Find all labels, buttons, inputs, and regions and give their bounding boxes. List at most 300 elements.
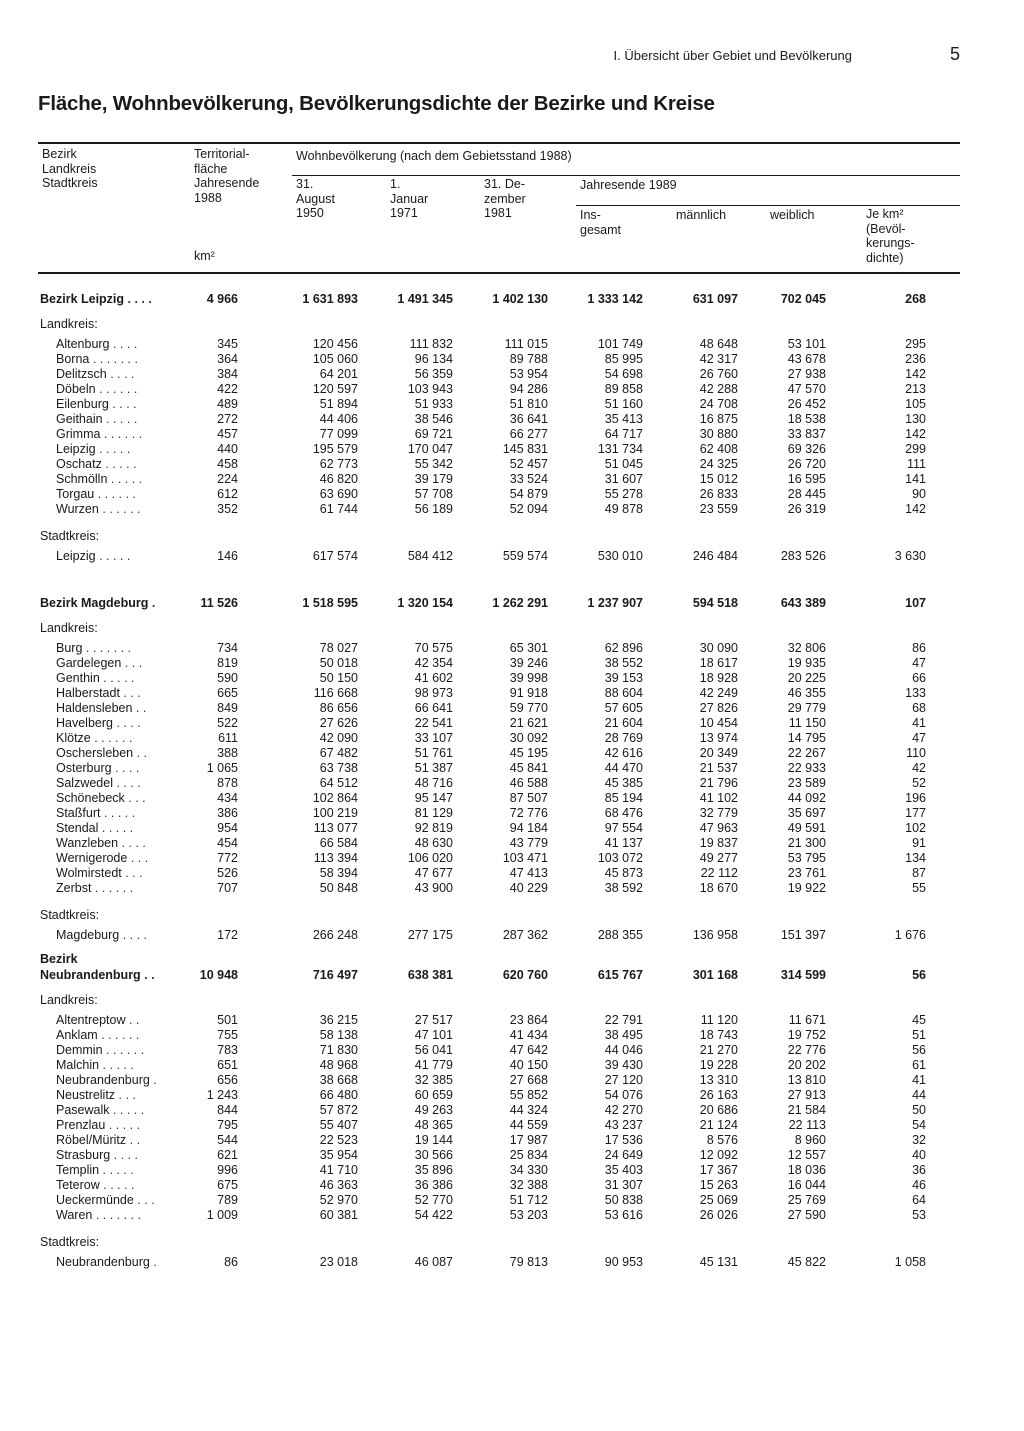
kreis-col-6: 19 837	[699, 836, 738, 850]
kreis-col-3: 60 659	[414, 1088, 453, 1102]
kreis-col-8: 40	[912, 1148, 926, 1162]
kreis-col-3: 49 263	[414, 1103, 453, 1117]
table-row	[0, 412, 1024, 428]
kreis-col-8: 68	[912, 701, 926, 715]
kreis-col-1: 458	[217, 457, 238, 471]
kreis-col-3: 70 575	[414, 641, 453, 655]
stadtkreis-col-5: 90 953	[604, 1255, 643, 1269]
leader-dots: . . . . .	[95, 442, 131, 456]
kreis-col-3: 56 041	[414, 1043, 453, 1057]
table-row	[0, 928, 1024, 944]
kreis-col-6: 12 092	[699, 1148, 738, 1162]
kreis-col-3: 35 896	[414, 1163, 453, 1177]
kreis-col-5: 55 278	[604, 487, 643, 501]
kreis-name: Zerbst . . . . . .	[56, 881, 134, 895]
stadtkreis-col-5: 288 355	[597, 928, 643, 942]
kreis-col-2: 120 456	[312, 337, 358, 351]
kreis-name: Delitzsch . . . .	[56, 367, 135, 381]
kreis-name: Eilenburg . . . .	[56, 397, 137, 411]
kreis-col-1: 996	[217, 1163, 238, 1177]
kreis-col-1: 454	[217, 836, 238, 850]
kreis-col-4: 66 277	[509, 427, 548, 441]
kreis-col-5: 45 873	[604, 866, 643, 880]
kreis-col-1: 621	[217, 1148, 238, 1162]
leader-dots: . . .	[121, 656, 143, 670]
leader-dots: . . . . . .	[98, 502, 141, 516]
kreis-col-6: 21 537	[699, 761, 738, 775]
kreis-col-1: 954	[217, 821, 238, 835]
kreis-col-4: 40 229	[509, 881, 548, 895]
kreis-name: Genthin . . . . .	[56, 671, 135, 685]
table-row	[0, 656, 1024, 672]
kreis-col-3: 54 422	[414, 1208, 453, 1222]
kreis-col-7: 20 202	[787, 1058, 826, 1072]
kreis-col-4: 51 810	[509, 397, 548, 411]
kreis-col-1: 1 009	[206, 1208, 238, 1222]
kreis-col-1: 795	[217, 1118, 238, 1132]
leader-dots: . . . .	[109, 337, 138, 351]
kreis-col-3: 170 047	[407, 442, 453, 456]
kreis-col-8: 66	[912, 671, 926, 685]
table-row	[0, 761, 1024, 777]
kreis-col-5: 38 592	[604, 881, 643, 895]
leader-dots: . . . . . .	[102, 1043, 145, 1057]
kreis-col-2: 27 626	[319, 716, 358, 730]
kreis-col-4: 40 150	[509, 1058, 548, 1072]
kreis-col-4: 39 246	[509, 656, 548, 670]
group-2-stadtkreis-label: Stadtkreis:	[40, 908, 100, 922]
kreis-col-5: 50 838	[604, 1193, 643, 1207]
column-header-weiblich: weiblich	[770, 208, 815, 222]
leader-dots: . . . .	[112, 776, 141, 790]
kreis-col-4: 30 092	[509, 731, 548, 745]
kreis-col-4: 87 507	[509, 791, 548, 805]
kreis-col-8: 177	[905, 806, 926, 820]
bezirk-name: Neubrandenburg . .	[40, 968, 155, 982]
kreis-col-3: 92 819	[414, 821, 453, 835]
kreis-col-3: 48 716	[414, 776, 453, 790]
kreis-col-6: 26 026	[699, 1208, 738, 1222]
kreis-col-8: 64	[912, 1193, 926, 1207]
kreis-col-4: 51 712	[509, 1193, 548, 1207]
table-row	[0, 487, 1024, 503]
kreis-col-4: 52 457	[509, 457, 548, 471]
table-row	[0, 472, 1024, 488]
kreis-col-4: 94 184	[509, 821, 548, 835]
kreis-col-7: 26 720	[787, 457, 826, 471]
kreis-col-7: 53 101	[787, 337, 826, 351]
kreis-col-2: 42 090	[319, 731, 358, 745]
kreis-col-3: 27 517	[414, 1013, 453, 1027]
table-row	[0, 1255, 1024, 1271]
group-3-total-col-4: 620 760	[502, 968, 548, 982]
kreis-col-7: 26 452	[787, 397, 826, 411]
kreis-col-2: 46 363	[319, 1178, 358, 1192]
stadtkreis-col-8: 1 676	[894, 928, 926, 942]
group-2-total-col-3: 1 320 154	[397, 596, 453, 610]
kreis-col-2: 52 970	[319, 1193, 358, 1207]
kreis-col-4: 39 998	[509, 671, 548, 685]
stadtkreis-col-6: 45 131	[699, 1255, 738, 1269]
kreis-col-8: 47	[912, 731, 926, 745]
kreis-col-4: 47 413	[509, 866, 548, 880]
kreis-name: Borna . . . . . . .	[56, 352, 138, 366]
kreis-col-7: 26 319	[787, 502, 826, 516]
kreis-col-2: 36 215	[319, 1013, 358, 1027]
kreis-col-5: 88 604	[604, 686, 643, 700]
table-row	[0, 1133, 1024, 1149]
kreis-col-7: 33 837	[787, 427, 826, 441]
table-row	[0, 806, 1024, 822]
kreis-col-4: 21 621	[509, 716, 548, 730]
table-row	[0, 641, 1024, 657]
column-header-maennlich: männlich	[676, 208, 727, 222]
kreis-col-6: 30 090	[699, 641, 738, 655]
kreis-name: Havelberg . . . .	[56, 716, 141, 730]
kreis-col-4: 65 301	[509, 641, 548, 655]
kreis-col-1: 422	[217, 382, 238, 396]
group-3-total-col-3: 638 381	[407, 968, 453, 982]
kreis-name: Prenzlau . . . . .	[56, 1118, 141, 1132]
kreis-col-8: 134	[905, 851, 926, 865]
kreis-col-5: 38 552	[604, 656, 643, 670]
kreis-col-2: 58 138	[319, 1028, 358, 1042]
kreis-col-7: 22 267	[787, 746, 826, 760]
kreis-col-6: 25 069	[699, 1193, 738, 1207]
kreis-col-7: 46 355	[787, 686, 826, 700]
kreis-col-2: 113 077	[313, 821, 358, 835]
kreis-col-6: 16 875	[699, 412, 738, 426]
kreis-col-6: 21 124	[699, 1118, 738, 1132]
kreis-col-2: 50 018	[319, 656, 358, 670]
group-1-total-row	[0, 292, 1024, 308]
table-row	[0, 1028, 1024, 1044]
kreis-col-3: 66 641	[414, 701, 453, 715]
leader-dots: .	[149, 1255, 157, 1269]
kreis-col-5: 51 045	[604, 457, 643, 471]
leader-dots: . . .	[124, 791, 146, 805]
kreis-col-5: 97 554	[604, 821, 643, 835]
kreis-col-1: 224	[217, 472, 238, 486]
kreis-col-1: 665	[217, 686, 238, 700]
kreis-col-4: 53 954	[509, 367, 548, 381]
kreis-col-3: 32 385	[414, 1073, 453, 1087]
kreis-col-8: 56	[912, 1043, 926, 1057]
stadtkreis-col-4: 79 813	[509, 1255, 548, 1269]
kreis-col-6: 23 559	[699, 502, 738, 516]
kreis-col-1: 352	[217, 502, 238, 516]
leader-dots: . .	[140, 968, 155, 982]
kreis-col-6: 49 277	[699, 851, 738, 865]
kreis-col-6: 21 796	[699, 776, 738, 790]
leader-dots: . . . . . . .	[82, 641, 132, 655]
kreis-name: Schmölln . . . . .	[56, 472, 143, 486]
kreis-col-1: 755	[217, 1028, 238, 1042]
table-row	[0, 686, 1024, 702]
group-3-total-col-5: 615 767	[597, 968, 643, 982]
kreis-name: Malchin . . . . .	[56, 1058, 134, 1072]
kreis-col-2: 120 597	[312, 382, 358, 396]
kreis-col-5: 44 470	[604, 761, 643, 775]
kreis-col-1: 844	[217, 1103, 238, 1117]
kreis-col-4: 32 388	[509, 1178, 548, 1192]
kreis-col-3: 106 020	[407, 851, 453, 865]
kreis-col-7: 13 810	[787, 1073, 826, 1087]
kreis-col-2: 38 668	[319, 1073, 358, 1087]
kreis-col-1: 489	[217, 397, 238, 411]
kreis-col-5: 54 076	[604, 1088, 643, 1102]
table-row	[0, 701, 1024, 717]
kreis-name: Wanzleben . . . .	[56, 836, 146, 850]
stadtkreis-col-3: 584 412	[407, 549, 453, 563]
kreis-col-2: 22 523	[319, 1133, 358, 1147]
kreis-col-5: 54 698	[604, 367, 643, 381]
kreis-col-5: 53 616	[604, 1208, 643, 1222]
stadtkreis-col-6: 136 958	[692, 928, 738, 942]
stadtkreis-col-5: 530 010	[597, 549, 643, 563]
kreis-col-7: 43 678	[787, 352, 826, 366]
kreis-name: Wernigerode . . .	[56, 851, 149, 865]
kreis-name: Demmin . . . . . .	[56, 1043, 145, 1057]
kreis-col-5: 89 858	[604, 382, 643, 396]
kreis-col-7: 23 761	[787, 866, 826, 880]
kreis-col-4: 55 852	[509, 1088, 548, 1102]
kreis-col-1: 386	[217, 806, 238, 820]
kreis-col-3: 51 761	[414, 746, 453, 760]
kreis-col-6: 20 686	[699, 1103, 738, 1117]
kreis-col-7: 21 584	[787, 1103, 826, 1117]
kreis-col-2: 64 201	[319, 367, 358, 381]
stadtkreis-col-3: 277 175	[407, 928, 453, 942]
kreis-col-2: 44 406	[319, 412, 358, 426]
kreis-col-3: 36 386	[414, 1178, 453, 1192]
kreis-col-8: 91	[912, 836, 926, 850]
kreis-col-8: 102	[905, 821, 926, 835]
leader-dots: . . . . . .	[90, 731, 133, 745]
kreis-col-2: 50 848	[319, 881, 358, 895]
table-row	[0, 836, 1024, 852]
kreis-col-3: 111 832	[409, 337, 453, 351]
kreis-col-7: 27 938	[787, 367, 826, 381]
kreis-col-3: 47 677	[414, 866, 453, 880]
kreis-col-2: 51 894	[319, 397, 358, 411]
table-row	[0, 791, 1024, 807]
kreis-col-1: 611	[218, 731, 238, 745]
kreis-col-5: 45 385	[604, 776, 643, 790]
section-title: I. Übersicht über Gebiet und Bevölkerung	[613, 48, 852, 63]
leader-dots: . .	[133, 746, 148, 760]
kreis-col-3: 57 708	[414, 487, 453, 501]
kreis-col-5: 27 120	[604, 1073, 643, 1087]
kreis-col-3: 95 147	[414, 791, 453, 805]
kreis-col-6: 48 648	[699, 337, 738, 351]
kreis-col-4: 17 987	[509, 1133, 548, 1147]
kreis-col-2: 66 584	[319, 836, 358, 850]
kreis-col-6: 18 743	[699, 1028, 738, 1042]
bezirk-name: Bezirk Leipzig . . . .	[40, 292, 152, 306]
kreis-col-2: 67 482	[319, 746, 358, 760]
kreis-name: Waren . . . . . . .	[56, 1208, 141, 1222]
kreis-col-6: 27 826	[699, 701, 738, 715]
kreis-col-7: 29 779	[787, 701, 826, 715]
group-3-total-col-2: 716 497	[312, 968, 358, 982]
kreis-col-1: 345	[217, 337, 238, 351]
kreis-col-4: 34 330	[509, 1163, 548, 1177]
group-2-total-col-8: 107	[905, 596, 926, 610]
kreis-name: Stendal . . . . .	[56, 821, 134, 835]
kreis-col-4: 111 015	[504, 337, 548, 351]
table-row	[0, 382, 1024, 398]
kreis-col-3: 43 900	[414, 881, 453, 895]
kreis-col-8: 295	[905, 337, 926, 351]
kreis-name: Oschatz . . . . .	[56, 457, 137, 471]
kreis-col-7: 28 445	[787, 487, 826, 501]
stadtkreis-col-7: 283 526	[780, 549, 826, 563]
table-row	[0, 1148, 1024, 1164]
kreis-col-4: 25 834	[509, 1148, 548, 1162]
leader-dots: . . . .	[108, 397, 137, 411]
kreis-col-8: 42	[912, 761, 926, 775]
table-row	[0, 1103, 1024, 1119]
kreis-col-1: 590	[217, 671, 238, 685]
kreis-name: Pasewalk . . . . .	[56, 1103, 145, 1117]
table-row	[0, 1178, 1024, 1194]
kreis-col-1: 819	[217, 656, 238, 670]
leader-dots: . . . . .	[99, 1178, 135, 1192]
kreis-col-8: 142	[905, 427, 926, 441]
kreis-col-5: 57 605	[604, 701, 643, 715]
kreis-col-3: 98 973	[414, 686, 453, 700]
leader-dots: . . . .	[110, 1148, 138, 1162]
group-3-total-col-7: 314 599	[780, 968, 826, 982]
kreis-col-2: 48 968	[319, 1058, 358, 1072]
kreis-col-7: 27 590	[787, 1208, 826, 1222]
kreis-col-7: 22 113	[788, 1118, 826, 1132]
kreis-col-1: 544	[217, 1133, 238, 1147]
kreis-col-4: 89 788	[509, 352, 548, 366]
group-2-total-row	[0, 596, 1024, 612]
kreis-col-5: 64 717	[604, 427, 643, 441]
kreis-col-1: 272	[217, 412, 238, 426]
stadtkreis-col-8: 3 630	[894, 549, 926, 563]
stadtkreis-col-7: 151 397	[780, 928, 826, 942]
kreis-col-8: 41	[912, 1073, 926, 1087]
kreis-col-1: 675	[217, 1178, 238, 1192]
kreis-col-8: 36	[912, 1163, 926, 1177]
kreis-col-1: 878	[217, 776, 238, 790]
kreis-name: Röbel/Müritz . .	[56, 1133, 141, 1147]
kreis-col-7: 18 538	[787, 412, 826, 426]
kreis-col-8: 130	[905, 412, 926, 426]
stadtkreis-col-4: 287 362	[502, 928, 548, 942]
table-row	[0, 1073, 1024, 1089]
kreis-col-1: 707	[217, 881, 238, 895]
table-row	[0, 866, 1024, 882]
table-row	[0, 367, 1024, 383]
kreis-col-5: 31 607	[604, 472, 643, 486]
kreis-col-2: 35 954	[319, 1148, 358, 1162]
kreis-col-4: 45 841	[509, 761, 548, 775]
kreis-col-1: 656	[217, 1073, 238, 1087]
kreis-name: Magdeburg . . . .	[56, 928, 148, 942]
kreis-col-2: 116 668	[313, 686, 358, 700]
table-row	[0, 1163, 1024, 1179]
kreis-col-4: 94 286	[509, 382, 548, 396]
kreis-col-7: 22 776	[787, 1043, 826, 1057]
kreis-col-3: 41 602	[414, 671, 453, 685]
kreis-col-5: 43 237	[604, 1118, 643, 1132]
kreis-col-2: 63 690	[319, 487, 358, 501]
kreis-col-2: 64 512	[319, 776, 358, 790]
kreis-name: Halberstadt . . .	[56, 686, 141, 700]
table-row	[0, 881, 1024, 897]
kreis-name: Leipzig . . . . .	[56, 549, 131, 563]
leader-dots: . . . . .	[107, 472, 143, 486]
stadtkreis-col-7: 45 822	[787, 1255, 826, 1269]
table-row	[0, 776, 1024, 792]
kreis-col-8: 61	[912, 1058, 926, 1072]
bezirk-name: Bezirk Magdeburg .	[40, 596, 156, 610]
column-header-1971: 1. Januar 1971	[390, 177, 429, 220]
kreis-col-1: 364	[217, 352, 238, 366]
column-header-flaeche: Territorial- fläche Jahresende 1988	[194, 147, 260, 205]
kreis-col-6: 41 102	[699, 791, 738, 805]
group-2-total-col-7: 643 389	[780, 596, 826, 610]
kreis-col-8: 52	[912, 776, 926, 790]
kreis-col-8: 55	[912, 881, 926, 895]
leader-dots: . . . . . . .	[92, 1208, 141, 1222]
kreis-col-2: 57 872	[319, 1103, 358, 1117]
group-3-stadtkreis-label: Stadtkreis:	[40, 1235, 100, 1249]
kreis-col-2: 105 060	[312, 352, 358, 366]
kreis-col-8: 41	[912, 716, 926, 730]
kreis-col-1: 789	[217, 1193, 238, 1207]
kreis-name: Teterow . . . . .	[56, 1178, 135, 1192]
kreis-name: Wolmirstedt . . .	[56, 866, 143, 880]
leader-dots: . . . . . .	[95, 382, 138, 396]
kreis-col-5: 51 160	[604, 397, 643, 411]
kreis-col-2: 58 394	[319, 866, 358, 880]
kreis-col-8: 110	[906, 746, 926, 760]
column-header-1981: 31. De- zember 1981	[484, 177, 526, 220]
leader-dots: . . .	[119, 686, 141, 700]
kreis-name: Gardelegen . . .	[56, 656, 143, 670]
kreis-col-2: 61 744	[319, 502, 358, 516]
kreis-col-7: 44 092	[787, 791, 826, 805]
kreis-col-8: 299	[905, 442, 926, 456]
kreis-name: Neubrandenburg .	[56, 1073, 157, 1087]
kreis-col-4: 54 879	[509, 487, 548, 501]
stadtkreis-col-1: 146	[217, 549, 238, 563]
kreis-col-8: 54	[912, 1118, 926, 1132]
kreis-col-8: 46	[912, 1178, 926, 1192]
kreis-col-6: 26 760	[699, 367, 738, 381]
kreis-col-6: 26 833	[699, 487, 738, 501]
kreis-col-1: 772	[217, 851, 238, 865]
kreis-col-3: 48 365	[414, 1118, 453, 1132]
leader-dots: . . . . .	[99, 1058, 134, 1072]
kreis-col-1: 384	[217, 367, 238, 381]
kreis-col-3: 56 359	[414, 367, 453, 381]
kreis-col-8: 213	[905, 382, 926, 396]
kreis-col-5: 35 403	[604, 1163, 643, 1177]
column-header-dichte: Je km² (Bevöl- kerungs- dichte)	[866, 207, 915, 265]
kreis-name: Neubrandenburg .	[56, 1255, 157, 1269]
kreis-col-8: 196	[905, 791, 926, 805]
kreis-col-4: 91 918	[509, 686, 548, 700]
table-row	[0, 1013, 1024, 1029]
kreis-col-1: 612	[217, 487, 238, 501]
